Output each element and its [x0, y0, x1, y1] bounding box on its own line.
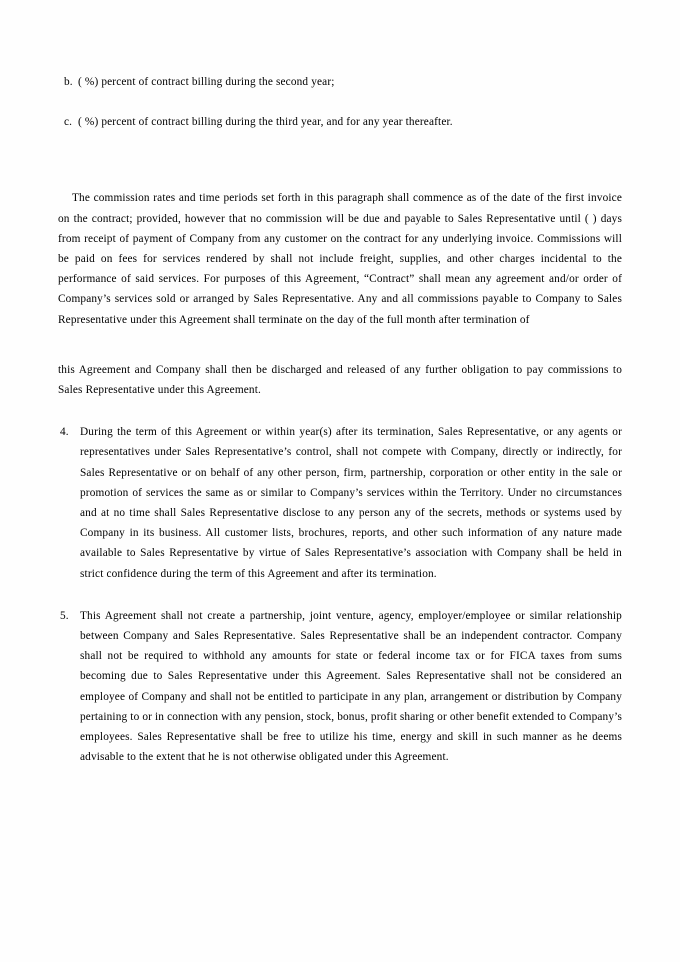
numbered-item-4-text: During the term of this Agreement or within year(s) after its termination, Sales Representative, or any agents or representatives under Sales Representative’s control, shall not compete with Company, directly or indirectly, for Sales Representative or on behalf of any other person, firm, partnership, corporation or other entity in the sale or promotion of services the same as or similar to Company’s services within the Territory. Under no circumstances and at no time shall Sales Representative disclose to any person any of the secrets, methods or systems used by Company in its business. All customer lists, brochures, reports, and other such information of any nature made available to Sales Representative by virtue of Sales Representative’s association with Company shall be held in strict confidence during the term of this Agreement and after its termination. — [80, 426, 622, 580]
spacer-after-discharge — [58, 400, 622, 422]
spacer-after-item-4 — [58, 584, 622, 606]
spacer-after-clauses — [58, 152, 622, 188]
clause-c-text: ( %) percent of contract billing during the third year, and for any year thereafter. — [78, 116, 453, 129]
clause-c-marker: c. — [64, 116, 73, 129]
clause-item-b — [58, 72, 622, 92]
numbered-item-4-number: 4. — [60, 426, 69, 439]
numbered-item-5-number: 5. — [60, 609, 69, 622]
clause-b-text: ( %) percent of contract billing during the second year; — [78, 76, 335, 88]
clause-item-c — [58, 112, 622, 132]
paragraph-discharge: this Agreement and Company shall then be discharged and released of any further obligation to pay commissions to Sales Representative under this Agreement. — [58, 363, 622, 397]
numbered-item-5 — [58, 606, 622, 768]
spacer-after-commission — [58, 330, 622, 360]
clause-b-marker: b. — [64, 76, 73, 88]
numbered-item-4 — [58, 422, 622, 584]
document-body — [58, 72, 622, 767]
paragraph-commission-rates: The commission rates and time periods set forth in this paragraph shall commence as of the date of the first invoice on the contract; provided, however that no commission will be due and payable to Sales Representative until ( ) days from receipt of payment of Company from any customer on the contract for any underlying invoice. Commissions will be paid on fees for services rendered by shall not include freight, supplies, and other charges incidental to the performance of said services. For purposes of this Agreement, “Contract” shall mean any agreement and/or order of Company’s services sold or arranged by Sales Representative. Any and all commissions payable to Company to Sales Representative under this Agreement shall terminate on the day of the full month after termination of — [58, 192, 622, 326]
numbered-item-5-text: This Agreement shall not create a partnership, joint venture, agency, employer/employee or similar relationship between Company and Sales Representative. Sales Representative shall be an independent contractor. Company shall not be required to withhold any amounts for state or federal income tax or for FICA taxes from sums becoming due to Sales Representative under this Agreement. Sales Representative shall not be considered an employee of Company and shall not be entitled to participate in any plan, arrangement or distribution by Company pertaining to or in connection with any pension, stock, bonus, profit sharing or other benefit extended to Company’s employees. Sales Representative shall be free to utilize his time, energy and skill in such manner as he deems advisable to the extent that he is not otherwise obligated under this Agreement. — [80, 609, 622, 764]
